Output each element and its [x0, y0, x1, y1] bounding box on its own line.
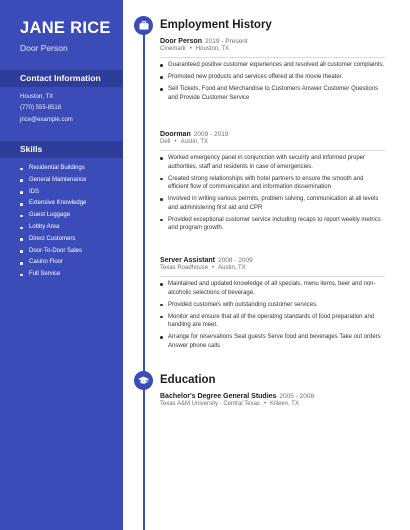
- bullet-item: Worked emergency panel in conjunction with security and informed proper authorities, staff and residents in case of emergencies.: [160, 154, 385, 171]
- divider: [160, 150, 385, 151]
- contact-email[interactable]: jrice@example.com: [20, 117, 73, 123]
- separator-dot: •: [189, 46, 192, 52]
- bullet-item: Sell Tickets, Food and Merchandise to Customers Answer Customer Questions and Provide Customer Service: [160, 85, 385, 102]
- job-bullets: [160, 154, 385, 233]
- job-location: Austin, TX: [180, 139, 209, 145]
- skills-heading: Skills: [0, 141, 123, 158]
- employment-heading: Employment History: [160, 19, 272, 31]
- skill-item: Guest Luggage: [20, 210, 86, 222]
- job-entry: [160, 131, 385, 236]
- skill-item: Lobby Area: [20, 222, 86, 234]
- divider: [160, 57, 385, 58]
- job-title: Doorman: [160, 131, 191, 138]
- job-company: Texas Roadhouse: [160, 265, 209, 271]
- skill-item: Door-To-Door Sales: [20, 246, 86, 258]
- education-heading: Education: [160, 374, 216, 386]
- contact-heading: Contact Information: [0, 70, 123, 87]
- job-dates: 2019 - Present: [205, 38, 248, 45]
- education-entry: [160, 393, 385, 407]
- timeline-line: [143, 32, 145, 530]
- separator-dot: •: [212, 265, 215, 271]
- bullet-item: Monitor and ensure that all of the operating standards of food preparation and handling are meet.: [160, 313, 385, 330]
- bullet-item: Created strong relationships with hotel partners to ensure the smooth and efficient flow of communication and information dissemination: [160, 175, 385, 192]
- job-entry: [160, 38, 385, 106]
- skill-item: Full Service: [20, 269, 86, 281]
- degree-title: Bachelor's Degree General Studies: [160, 393, 277, 400]
- skill-item: IDS: [20, 187, 86, 199]
- skills-list: [20, 163, 86, 281]
- sidebar: [0, 0, 123, 530]
- briefcase-icon: [134, 16, 153, 35]
- job-bullets: [160, 61, 385, 102]
- skill-item: Casino Floor: [20, 257, 86, 269]
- bullet-item: Guaranteed positive customer experiences and resolved all customer complaints.: [160, 61, 385, 70]
- job-company: Dell: [160, 139, 171, 145]
- bullet-item: Provided exceptional customer service including recaps to report weekly metrics and program growth.: [160, 216, 385, 233]
- job-entry: [160, 257, 385, 354]
- separator-dot: •: [263, 401, 267, 407]
- job-dates: 2008 - 2009: [218, 257, 253, 264]
- bullet-item: Maintained and updated knowledge of all specials, menu items, beer and non- alcoholic selections of beverage.: [160, 280, 385, 297]
- graduation-cap-icon: [134, 371, 153, 390]
- job-bullets: [160, 280, 385, 350]
- job-dates: 2009 - 2019: [193, 131, 229, 138]
- bullet-item: Provided customers with outstanding customer services.: [160, 301, 385, 310]
- skill-item: Extensive Knowledge: [20, 198, 86, 210]
- bullet-item: Arrange for reservations Seat guests Serve food and beverages Take out orders Answer phone calls: [160, 333, 385, 350]
- skill-item: General Maintenance: [20, 175, 86, 187]
- contact-phone: (770) 555-8518: [20, 105, 62, 111]
- bullet-item: Promoted new products and services offered at the movie theater.: [160, 73, 385, 82]
- separator-dot: •: [174, 139, 177, 145]
- school-location: Killeen, TX: [270, 401, 299, 407]
- job-company: Cinemark: [160, 46, 186, 52]
- skill-item: Residential Buildings: [20, 163, 86, 175]
- candidate-role: Door Person: [20, 43, 68, 53]
- education-dates: 2005 - 2008: [279, 393, 315, 400]
- job-location: Houston, TX: [195, 46, 230, 52]
- bullet-item: Involved in writing various permits, problem solving, communication at all levels and administering first aid and CPR: [160, 195, 385, 212]
- job-title: Server Assistant: [160, 257, 215, 264]
- school-name: Texas A&M University - Central Texas: [160, 401, 260, 407]
- job-location: Austin, TX: [218, 265, 246, 271]
- job-title: Door Person: [160, 38, 203, 45]
- contact-location: Houston, TX: [20, 94, 54, 100]
- skill-item: Direct Customers: [20, 234, 86, 246]
- candidate-name: JANE RICE: [20, 19, 111, 37]
- divider: [160, 276, 385, 277]
